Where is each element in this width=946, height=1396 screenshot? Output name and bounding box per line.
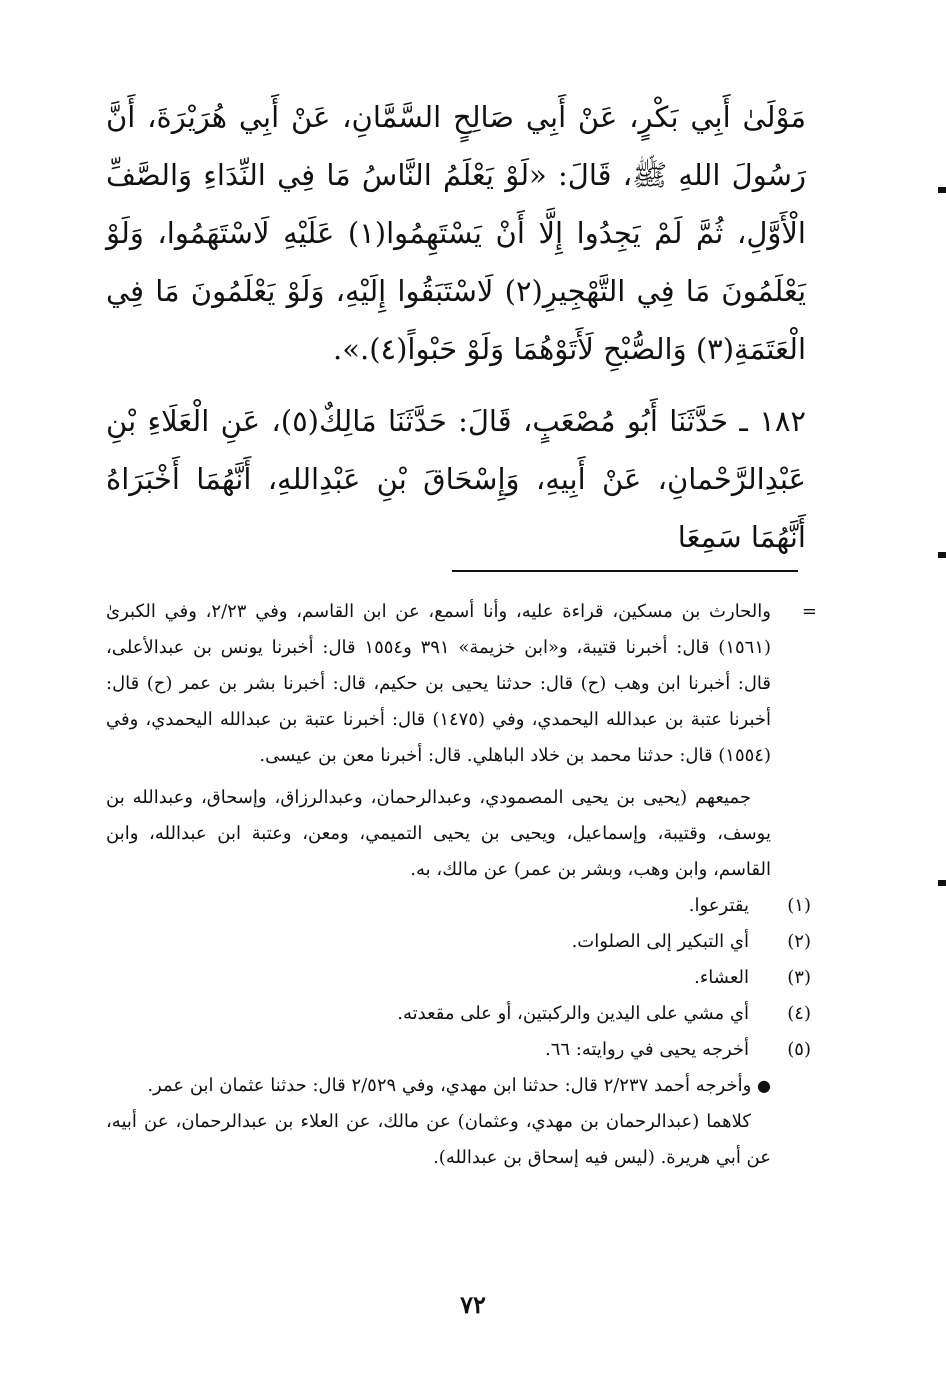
footnote-text: يقترعوا.: [688, 895, 749, 916]
footnote-text: أي مشي على اليدين والركبتين، أو على مقعدته.: [397, 1003, 749, 1024]
footnote-summary: جميعهم (يحيى بن يحيى المصمودي، وعبدالرحمان، وعبدالرزاق، وإسحاق، وعبدالله بن يوسف، وقتيبة، وإسماعيل، ويحيى بن يحيى التميمي، ومعن، وعتبة ابن عبدالله، وابن القاسم، وابن وهب، وبشر بن عمر) عن مالك، به.: [106, 787, 771, 880]
page-number: ٧٢: [460, 1290, 486, 1319]
continuation-text: والحارث بن مسكين، قراءة عليه، وأنا أسمع، عن ابن القاسم، وفي ٢/٢٣، وفي الكبرىٰ (١٥٦١) قال: أخبرنا قتيبة، و«ابن خزيمة» ٣٩١ و١٥٥٤ قال: أخبرنا يونس بن عبدالأعلى، قال: أخبرنا ابن وهب (ح) قال: حدثنا يحيى بن حكيم، قال: أخبرنا بشر بن عمر (ح) قال: أخبرنا عتبة بن عبدالله اليحمدي، وفي (١٤٧٥) قال: أخبرنا عتبة بن عبدالله اليحمدي، وفي (١٥٥٤) قال: حدثنا محمد بن خلاد الباهلي. قال: أخبرنا معن بن عيسى.: [106, 601, 772, 766]
footnotes: [106, 594, 817, 1176]
footnote-extra-2: كلاهما (عبدالرحمان بن مهدي، وعثمان) عن مالك، عن العلاء بن عبدالرحمان، عن أبيه، عن أبي هريرة. (ليس فيه إسحاق بن عبدالله).: [106, 1111, 771, 1168]
edge-mark: [938, 552, 946, 558]
footnote-item: [106, 996, 811, 1032]
footnote-number: (٥): [787, 1039, 811, 1060]
bullet-icon: ●: [757, 1076, 771, 1095]
footnote-item: [106, 1032, 811, 1068]
edge-mark: [938, 880, 946, 886]
footnote-item: [106, 960, 811, 996]
footnote-item: [106, 924, 811, 960]
hadith-paragraph-2: ١٨٢ ـ حَدَّثَنَا أَبُو مُصْعَبٍ، قَالَ: حَدَّثَنَا مَالِكٌ(٥)، عَنِ الْعَلَاءِ بْنِ عَبْدِالرَّحْمانِ، عَنْ أَبِيهِ، وَإِسْحَاقَ بْنِ عَبْدِاللهِ، أَنَّهُمَا أَخْبَرَاهُ أَنَّهُمَا سَمِعَا: [106, 404, 806, 554]
footnote-divider: [452, 570, 798, 572]
footnote-number: (٤): [787, 1003, 811, 1024]
footnote-number: (٣): [787, 967, 811, 988]
footnote-extra-1: [106, 1068, 811, 1104]
main-text: [106, 88, 806, 566]
footnote-item: [106, 888, 811, 924]
edge-mark: [938, 187, 946, 193]
footnote-text: أخرجه يحيى في روايته: ٦٦.: [544, 1039, 749, 1060]
footnote-number: (١): [787, 895, 811, 916]
footnote-text: أي التبكير إلى الصلوات.: [571, 931, 749, 952]
hadith-paragraph-1: مَوْلَىٰ أَبِي بَكْرٍ، عَنْ أَبِي صَالِحٍ السَّمَّانِ، عَنْ أَبِي هُرَيْرَةَ، أَنَّ رَسُولَ اللهِ ﷺ، قَالَ: «لَوْ يَعْلَمُ النَّاسُ مَا فِي النِّدَاءِ وَالصَّفِّ الْأَوَّلِ، ثُمَّ لَمْ يَجِدُوا إِلَّا أَنْ يَسْتَهِمُوا(١) عَلَيْهِ لَاسْتَهَمُوا، وَلَوْ يَعْلَمُونَ مَا فِي التَّهْجِيرِ(٢) لَاسْتَبَقُوا إِلَيْهِ، وَلَوْ يَعْلَمُونَ مَا فِي الْعَتَمَةِ(٣) وَالصُّبْحِ لَأَتَوْهُمَا وَلَوْ حَبْواً(٤).».: [106, 100, 807, 366]
continuation-marker: =: [801, 601, 817, 622]
footnote-continuation: [106, 594, 817, 774]
footnote-number: (٢): [787, 931, 811, 952]
footnote-text: العشاء.: [694, 967, 749, 988]
footnote-extra-1-text: وأخرجه أحمد ٢/٢٣٧ قال: حدثنا ابن مهدي، وفي ٢/٥٢٩ قال: حدثنا عثمان ابن عمر.: [147, 1075, 752, 1096]
